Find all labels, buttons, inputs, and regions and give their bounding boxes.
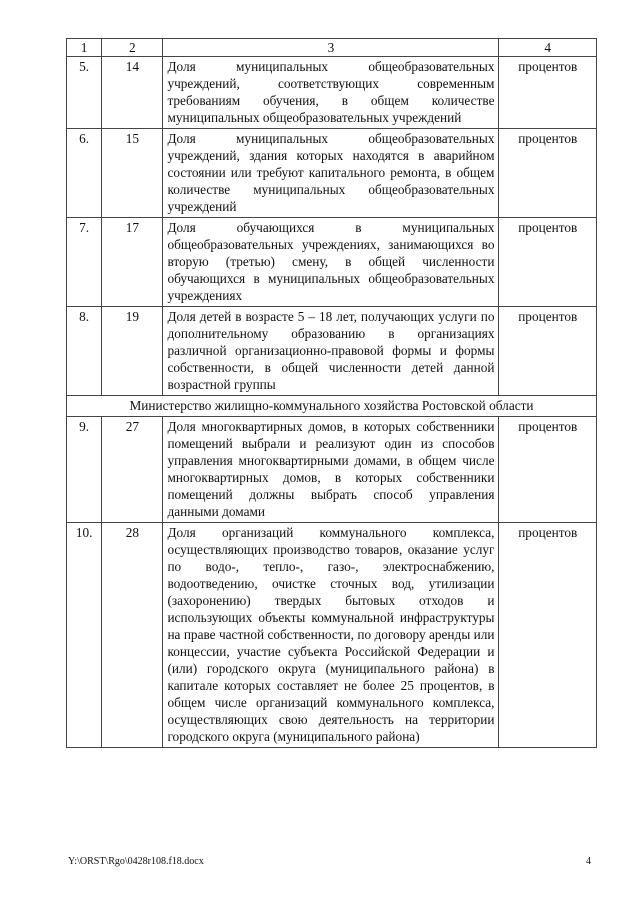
row-code: 28 [102, 523, 163, 748]
table-row [67, 218, 597, 307]
row-number: 5. [67, 57, 102, 129]
row-text: Доля муниципальных общеобразовательных учреждений, здания которых находятся в аварийном состоянии или требуют капитального ремонта, в общем количестве муниципальных общеобразовательных учреждений [163, 129, 499, 218]
row-number: 9. [67, 417, 102, 523]
row-unit: процентов [499, 129, 597, 218]
row-text: Доля муниципальных общеобразовательных учреждений, соответствующих современным требованиям обучения, в общем количестве муниципальных общеобразовательных учреждений [163, 57, 499, 129]
row-unit: процентов [499, 218, 597, 307]
table-row [67, 57, 597, 129]
section-heading: Министерство жилищно-коммунального хозяйства Ростовской области [67, 396, 597, 417]
row-code: 27 [102, 417, 163, 523]
indicator-table [66, 38, 597, 748]
row-code: 17 [102, 218, 163, 307]
section-row [67, 396, 597, 417]
table-header-row [67, 39, 597, 57]
header-cell: 4 [499, 39, 597, 57]
header-cell: 1 [67, 39, 102, 57]
footer-file-path: Y:\ORST\Rgo\0428r108.f18.docx [68, 856, 204, 867]
row-text: Доля многоквартирных домов, в которых собственники помещений выбрали и реализуют один из способов управления многоквартирными домами, в общем числе многоквартирных домов, в которых собственники помещений должны выбрать способ управления данными домами [163, 417, 499, 523]
row-text: Доля детей в возрасте 5 – 18 лет, получающих услуги по дополнительному образованию в организациях различной организационно-правовой формы и формы собственности, в общей численности детей данной возрастной группы [163, 307, 499, 396]
row-code: 19 [102, 307, 163, 396]
table-row [67, 523, 597, 748]
row-number: 8. [67, 307, 102, 396]
header-cell: 2 [102, 39, 163, 57]
row-unit: процентов [499, 307, 597, 396]
row-number: 7. [67, 218, 102, 307]
table-row [67, 129, 597, 218]
row-number: 10. [67, 523, 102, 748]
row-number: 6. [67, 129, 102, 218]
row-text: Доля обучающихся в муниципальных общеобразовательных учреждениях, занимающихся во вторую (третью) смену, в общей численности обучающихся в муниципальных общеобразовательных учреждениях [163, 218, 499, 307]
row-unit: процентов [499, 523, 597, 748]
row-unit: процентов [499, 417, 597, 523]
table-row [67, 417, 597, 523]
table-row [67, 307, 597, 396]
row-code: 15 [102, 129, 163, 218]
page-number: 4 [586, 856, 591, 867]
row-code: 14 [102, 57, 163, 129]
row-unit: процентов [499, 57, 597, 129]
row-text: Доля организаций коммунального комплекса, осуществляющих производство товаров, оказание услуг по водо-, тепло-, газо-, электроснабжению, водоотведению, очистке сточных вод, утилизации (захоронению) твердых бытовых отходов и использующих объекты коммунальной инфраструктуры на праве частной собственности, по договору аренды или концессии, участие субъекта Российской Федерации и (или) городского округа (муниципального района) в капитале которых составляет не более 25 процентов, в общем числе организаций коммунального комплекса, осуществляющих свою деятельность на территории городского округа (муниципального района) [163, 523, 499, 748]
header-cell: 3 [163, 39, 499, 57]
